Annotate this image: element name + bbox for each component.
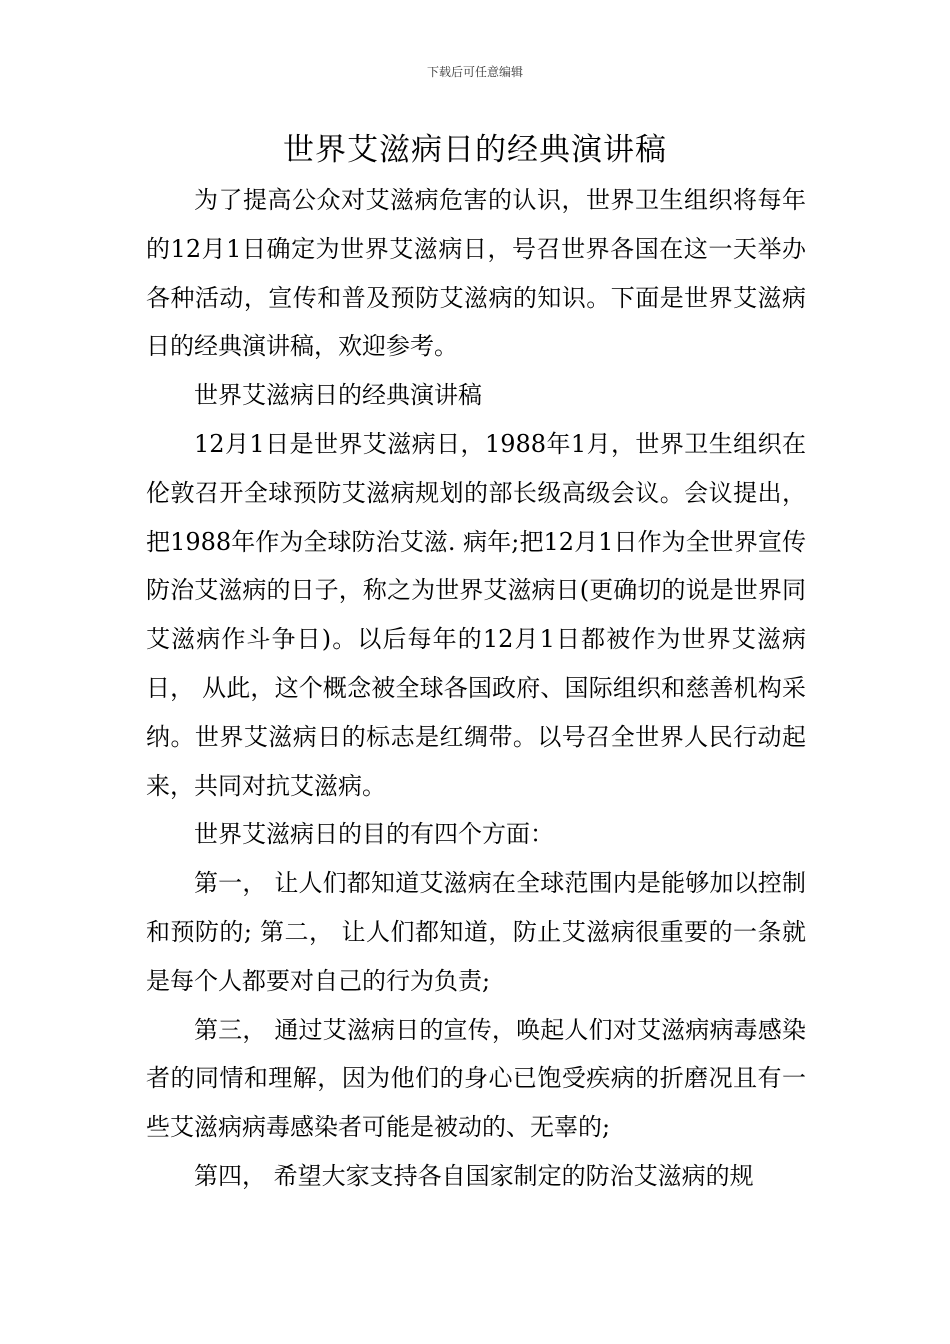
- paragraph-purpose-3: 第三， 通过艾滋病日的宣传，唤起人们对艾滋病病毒感染者的同情和理解，因为他们的身心已饱受疾病的折磨况且有一些艾滋病病毒感染者可能是被动的、无辜的;: [146, 1015, 806, 1142]
- paragraph-purposes-heading: 世界艾滋病日的目的有四个方面：: [194, 820, 554, 849]
- header-note: 下载后可任意编辑: [426, 65, 523, 79]
- document-body: [146, 176, 806, 1201]
- paragraph-intro: 为了提高公众对艾滋病危害的认识，世界卫生组织将每年的12月1日确定为世界艾滋病日，号召世界各国在这一天举办各种活动，宣传和普及预防艾滋病的知识。下面是世界艾滋病日的经典演讲稿，欢迎参考。: [146, 186, 806, 361]
- paragraph-history: 12月1日是世界艾滋病日，1988年1月，世界卫生组织在伦敦召开全球预防艾滋病规划的部长级高级会议。会议提出，把1988年作为全球防治艾滋. 病年;把12月1日作为全世界宣传防治艾滋病的日子，称之为世界艾滋病日(更确切的说是世界同艾滋病作斗争日)。以后每年的12月1日都被作为世界艾滋病日， 从此，这个概念被全球各国政府、国际组织和慈善机构采纳。世界艾滋病日的标志是红绸带。以号召全世界人民行动起来，共同对抗艾滋病。: [146, 429, 806, 800]
- paragraph-purpose-1-2: 第一， 让人们都知道艾滋病在全球范围内是能够加以控制和预防的; 第二， 让人们都知道，防止艾滋病很重要的一条就是每个人都要对自己的行为负责;: [146, 869, 806, 995]
- document-title: 世界艾滋病日的经典演讲稿: [283, 132, 667, 168]
- paragraph-purpose-4: 第四， 希望大家支持各自国家制定的防治艾滋病的规: [194, 1161, 754, 1190]
- paragraph-subtitle: 世界艾滋病日的经典演讲稿: [194, 381, 482, 410]
